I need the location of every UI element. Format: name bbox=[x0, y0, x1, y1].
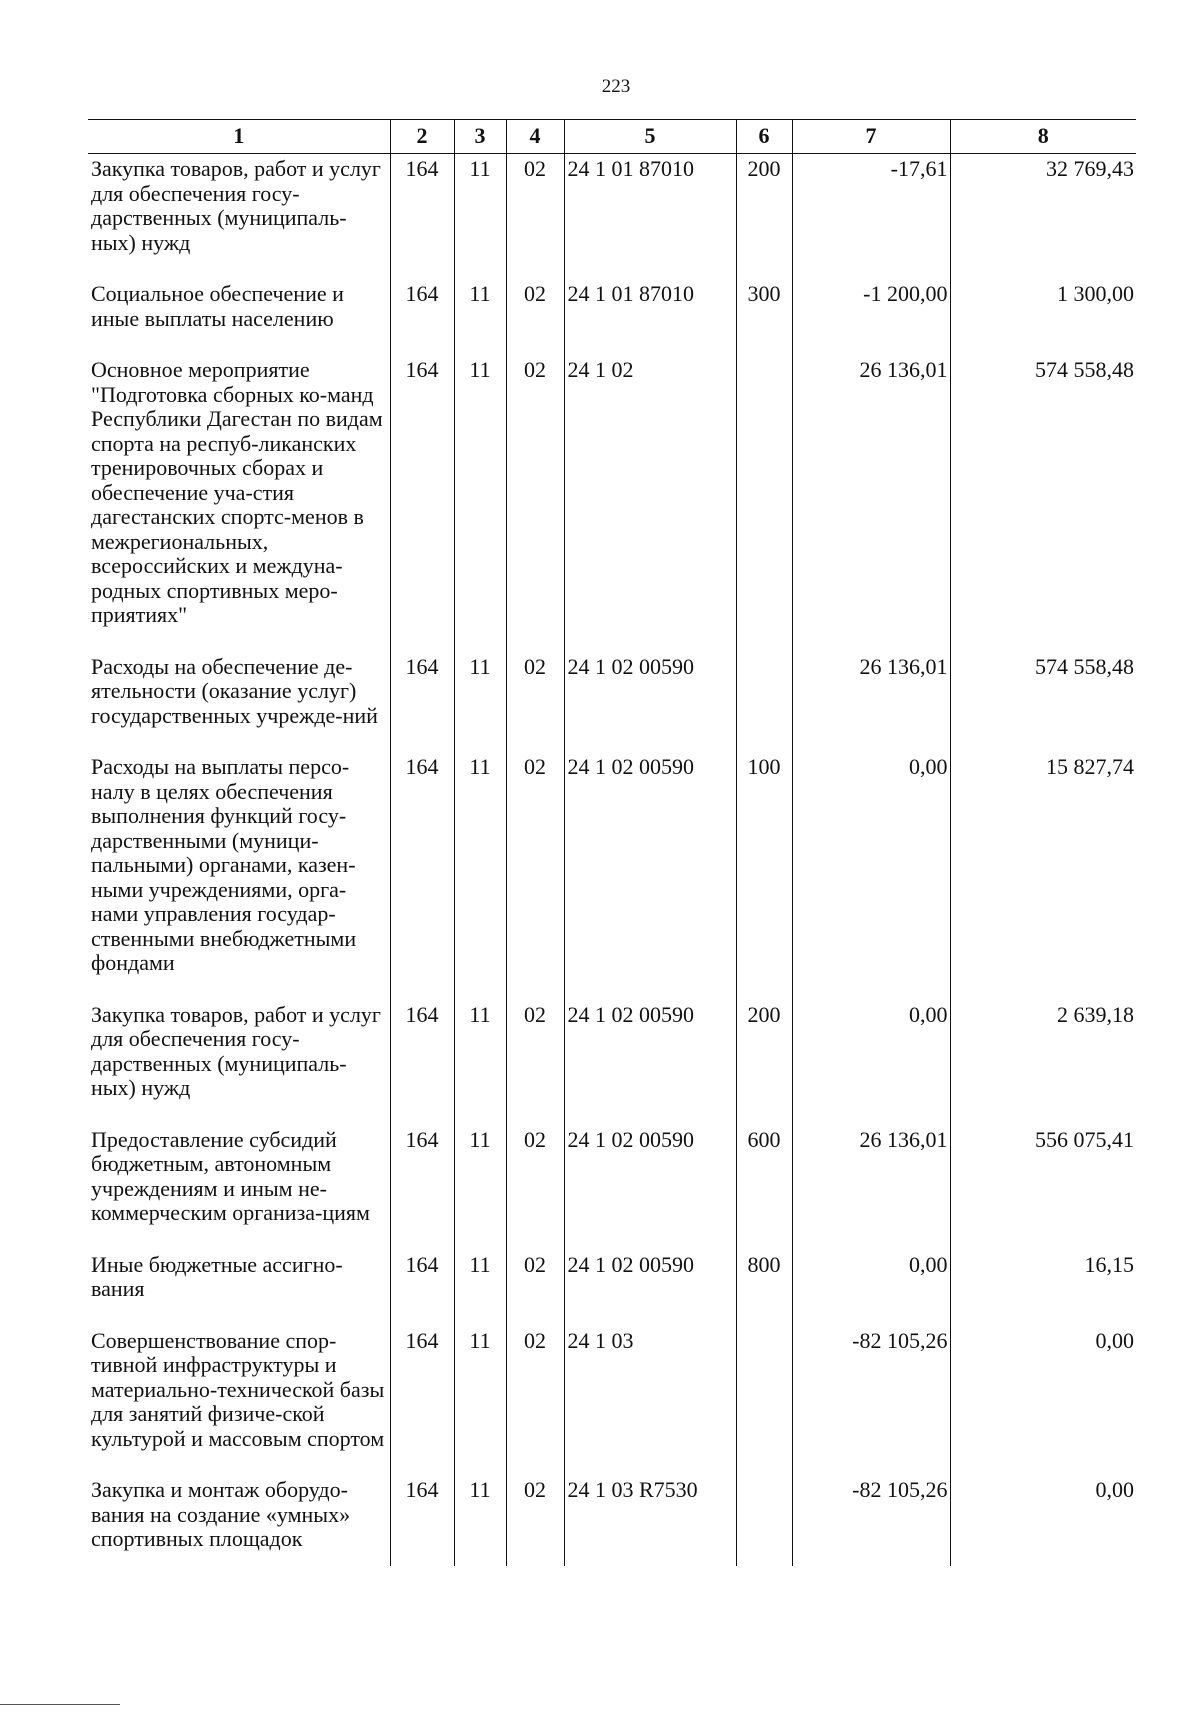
table-row bbox=[88, 1475, 1136, 1566]
header-col-5: 5 bbox=[564, 120, 736, 154]
header-col-3: 3 bbox=[454, 120, 506, 154]
row-col-8: 15 827,74 bbox=[950, 752, 1136, 1000]
row-col-7: -1 200,00 bbox=[792, 279, 950, 355]
row-name: Закупка товаров, работ и услуг для обеспечения госу-дарственных (муниципаль-ных) нужд bbox=[91, 156, 381, 255]
row-col-8: 32 769,43 bbox=[950, 154, 1136, 280]
row-col-5: 24 1 02 00590 bbox=[564, 1250, 736, 1326]
budget-table bbox=[88, 119, 1136, 1566]
table-row bbox=[88, 154, 1136, 280]
table-row bbox=[88, 355, 1136, 652]
row-col-2: 164 bbox=[390, 1475, 454, 1566]
row-col-2: 164 bbox=[390, 279, 454, 355]
row-col-6: 200 bbox=[736, 1000, 792, 1125]
row-col-4: 02 bbox=[506, 279, 564, 355]
row-col-3: 11 bbox=[454, 1125, 506, 1250]
row-col-6: 100 bbox=[736, 752, 792, 1000]
row-col-8: 574 558,48 bbox=[950, 355, 1136, 652]
row-col-7: -82 105,26 bbox=[792, 1326, 950, 1476]
row-col-8: 16,15 bbox=[950, 1250, 1136, 1326]
row-col-7: 0,00 bbox=[792, 752, 950, 1000]
row-col-5: 24 1 02 00590 bbox=[564, 652, 736, 753]
row-col-6 bbox=[736, 652, 792, 753]
row-col-2: 164 bbox=[390, 1000, 454, 1125]
row-col-6: 200 bbox=[736, 154, 792, 280]
row-col-4: 02 bbox=[506, 1326, 564, 1476]
row-col-5: 24 1 02 00590 bbox=[564, 1000, 736, 1125]
table-row bbox=[88, 1250, 1136, 1326]
row-col-4: 02 bbox=[506, 1475, 564, 1566]
row-col-4: 02 bbox=[506, 652, 564, 753]
row-col-5: 24 1 02 00590 bbox=[564, 1125, 736, 1250]
row-col-5: 24 1 03 bbox=[564, 1326, 736, 1476]
row-col-8: 1 300,00 bbox=[950, 279, 1136, 355]
row-col-5: 24 1 01 87010 bbox=[564, 279, 736, 355]
table-row bbox=[88, 1125, 1136, 1250]
header-col-8: 8 bbox=[950, 120, 1136, 154]
row-col-2: 164 bbox=[390, 355, 454, 652]
row-name: Предоставление субсидий бюджетным, автономным учреждениям и иным не-коммерческим организа-циям bbox=[91, 1126, 370, 1225]
row-col-7: 0,00 bbox=[792, 1250, 950, 1326]
table-row bbox=[88, 652, 1136, 753]
row-col-4: 02 bbox=[506, 1125, 564, 1250]
page-number: 223 bbox=[601, 76, 631, 97]
row-col-3: 11 bbox=[454, 1250, 506, 1326]
row-name: Расходы на обеспечение де-ятельности (оказание услуг) государственных учрежде-ний bbox=[91, 653, 378, 728]
row-col-2: 164 bbox=[390, 652, 454, 753]
row-col-5: 24 1 01 87010 bbox=[564, 154, 736, 280]
row-col-6: 300 bbox=[736, 279, 792, 355]
row-col-3: 11 bbox=[454, 279, 506, 355]
row-col-2: 164 bbox=[390, 154, 454, 280]
row-col-3: 11 bbox=[454, 1475, 506, 1566]
row-col-4: 02 bbox=[506, 154, 564, 280]
row-col-3: 11 bbox=[454, 1326, 506, 1476]
row-col-5: 24 1 02 00590 bbox=[564, 752, 736, 1000]
row-col-2: 164 bbox=[390, 752, 454, 1000]
row-col-7: -17,61 bbox=[792, 154, 950, 280]
row-col-2: 164 bbox=[390, 1250, 454, 1326]
row-name: Расходы на выплаты персо-налу в целях обеспечения выполнения функций госу-дарственными (муници-пальными) органами, казен-ными учреждениями, орга-нами управления государ-ственными внебюджетными фондами bbox=[91, 754, 357, 975]
row-name: Закупка и монтаж оборудо-вания на создание «умных» спортивных площадок bbox=[91, 1477, 351, 1551]
row-col-4: 02 bbox=[506, 752, 564, 1000]
row-col-6 bbox=[736, 1326, 792, 1476]
row-col-7: 26 136,01 bbox=[792, 652, 950, 753]
row-col-3: 11 bbox=[454, 154, 506, 280]
header-col-4: 4 bbox=[506, 120, 564, 154]
row-col-7: 26 136,01 bbox=[792, 355, 950, 652]
row-name: Основное мероприятие "Подготовка сборных ко-манд Республики Дагестан по видам спорта на респуб-ликанских тренировочных сборах и обеспечение уча-стия дагестанских спортс-менов в межрегиональных, всероссийских и междуна-родных спортивных меро-приятиях" bbox=[91, 357, 383, 627]
row-col-3: 11 bbox=[454, 752, 506, 1000]
table-row bbox=[88, 752, 1136, 1000]
row-col-6: 800 bbox=[736, 1250, 792, 1326]
row-col-6 bbox=[736, 355, 792, 652]
row-col-5: 24 1 02 bbox=[564, 355, 736, 652]
row-col-3: 11 bbox=[454, 652, 506, 753]
row-col-2: 164 bbox=[390, 1326, 454, 1476]
row-name: Социальное обеспечение и иные выплаты населению bbox=[91, 281, 344, 331]
header-col-7: 7 bbox=[792, 120, 950, 154]
row-col-5: 24 1 03 R7530 bbox=[564, 1475, 736, 1566]
bottom-edge-rule bbox=[0, 1704, 120, 1705]
row-col-7: 0,00 bbox=[792, 1000, 950, 1125]
table-row bbox=[88, 1326, 1136, 1476]
row-col-8: 556 075,41 bbox=[950, 1125, 1136, 1250]
table-header-row bbox=[88, 120, 1136, 154]
row-name: Иные бюджетные ассигно-вания bbox=[91, 1251, 343, 1301]
row-col-2: 164 bbox=[390, 1125, 454, 1250]
row-col-3: 11 bbox=[454, 1000, 506, 1125]
row-col-6: 600 bbox=[736, 1125, 792, 1250]
table-row bbox=[88, 1000, 1136, 1125]
row-col-4: 02 bbox=[506, 1000, 564, 1125]
row-col-8: 574 558,48 bbox=[950, 652, 1136, 753]
header-col-2: 2 bbox=[390, 120, 454, 154]
row-col-8: 0,00 bbox=[950, 1326, 1136, 1476]
row-name: Совершенствование спор-тивной инфраструктуры и материально-технической базы для занятий физиче-ской культурой и массовым спортом bbox=[91, 1327, 385, 1451]
row-col-8: 0,00 bbox=[950, 1475, 1136, 1566]
row-col-7: 26 136,01 bbox=[792, 1125, 950, 1250]
header-col-1: 1 bbox=[88, 120, 390, 154]
header-col-6: 6 bbox=[736, 120, 792, 154]
row-col-7: -82 105,26 bbox=[792, 1475, 950, 1566]
row-col-8: 2 639,18 bbox=[950, 1000, 1136, 1125]
row-col-6 bbox=[736, 1475, 792, 1566]
row-col-3: 11 bbox=[454, 355, 506, 652]
row-name: Закупка товаров, работ и услуг для обеспечения госу-дарственных (муниципаль-ных) нужд bbox=[91, 1001, 381, 1100]
table-row bbox=[88, 279, 1136, 355]
row-col-4: 02 bbox=[506, 1250, 564, 1326]
row-col-4: 02 bbox=[506, 355, 564, 652]
